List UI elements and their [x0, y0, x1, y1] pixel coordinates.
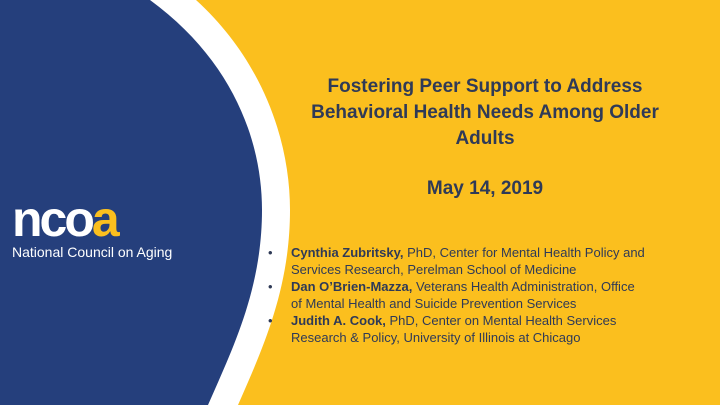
author-affiliation-cont: Research & Policy, University of Illinois at Chicago — [291, 330, 581, 345]
author-affiliation-cont: Services Research, Perelman School of Medicine — [291, 262, 577, 277]
bullet: • — [268, 279, 273, 294]
author-name: Judith A. Cook, — [291, 313, 386, 328]
author-affiliation: PhD, Center for Mental Health Policy and — [403, 245, 645, 260]
title-line: Fostering Peer Support to Address — [327, 76, 643, 97]
bullet: • — [268, 245, 273, 260]
author-list — [262, 244, 712, 346]
logo-wordmark — [12, 191, 202, 247]
title-line: Behavioral Health Needs Among Older — [311, 102, 659, 123]
author-affiliation: PhD, Center on Mental Health Services — [385, 313, 617, 328]
logo-wordmark-main: nco — [12, 191, 92, 247]
author-affiliation-cont: of Mental Health and Suicide Prevention Services — [291, 296, 577, 311]
logo-wordmark-accent: a — [91, 191, 117, 247]
author-item — [262, 312, 712, 346]
slide-title — [270, 74, 700, 152]
title-line: Adults — [455, 128, 515, 149]
ncoa-logo — [12, 191, 202, 260]
logo-subtitle: National Council on Aging — [12, 244, 173, 260]
author-item — [262, 278, 712, 312]
author-item — [262, 244, 712, 278]
presentation-date: May 14, 2019 — [426, 178, 544, 199]
author-name: Cynthia Zubritsky, — [291, 245, 404, 260]
bullet: • — [268, 313, 273, 328]
author-name: Dan O’Brien-Mazza, — [291, 279, 413, 294]
author-affiliation: Veterans Health Administration, Office — [412, 279, 635, 294]
